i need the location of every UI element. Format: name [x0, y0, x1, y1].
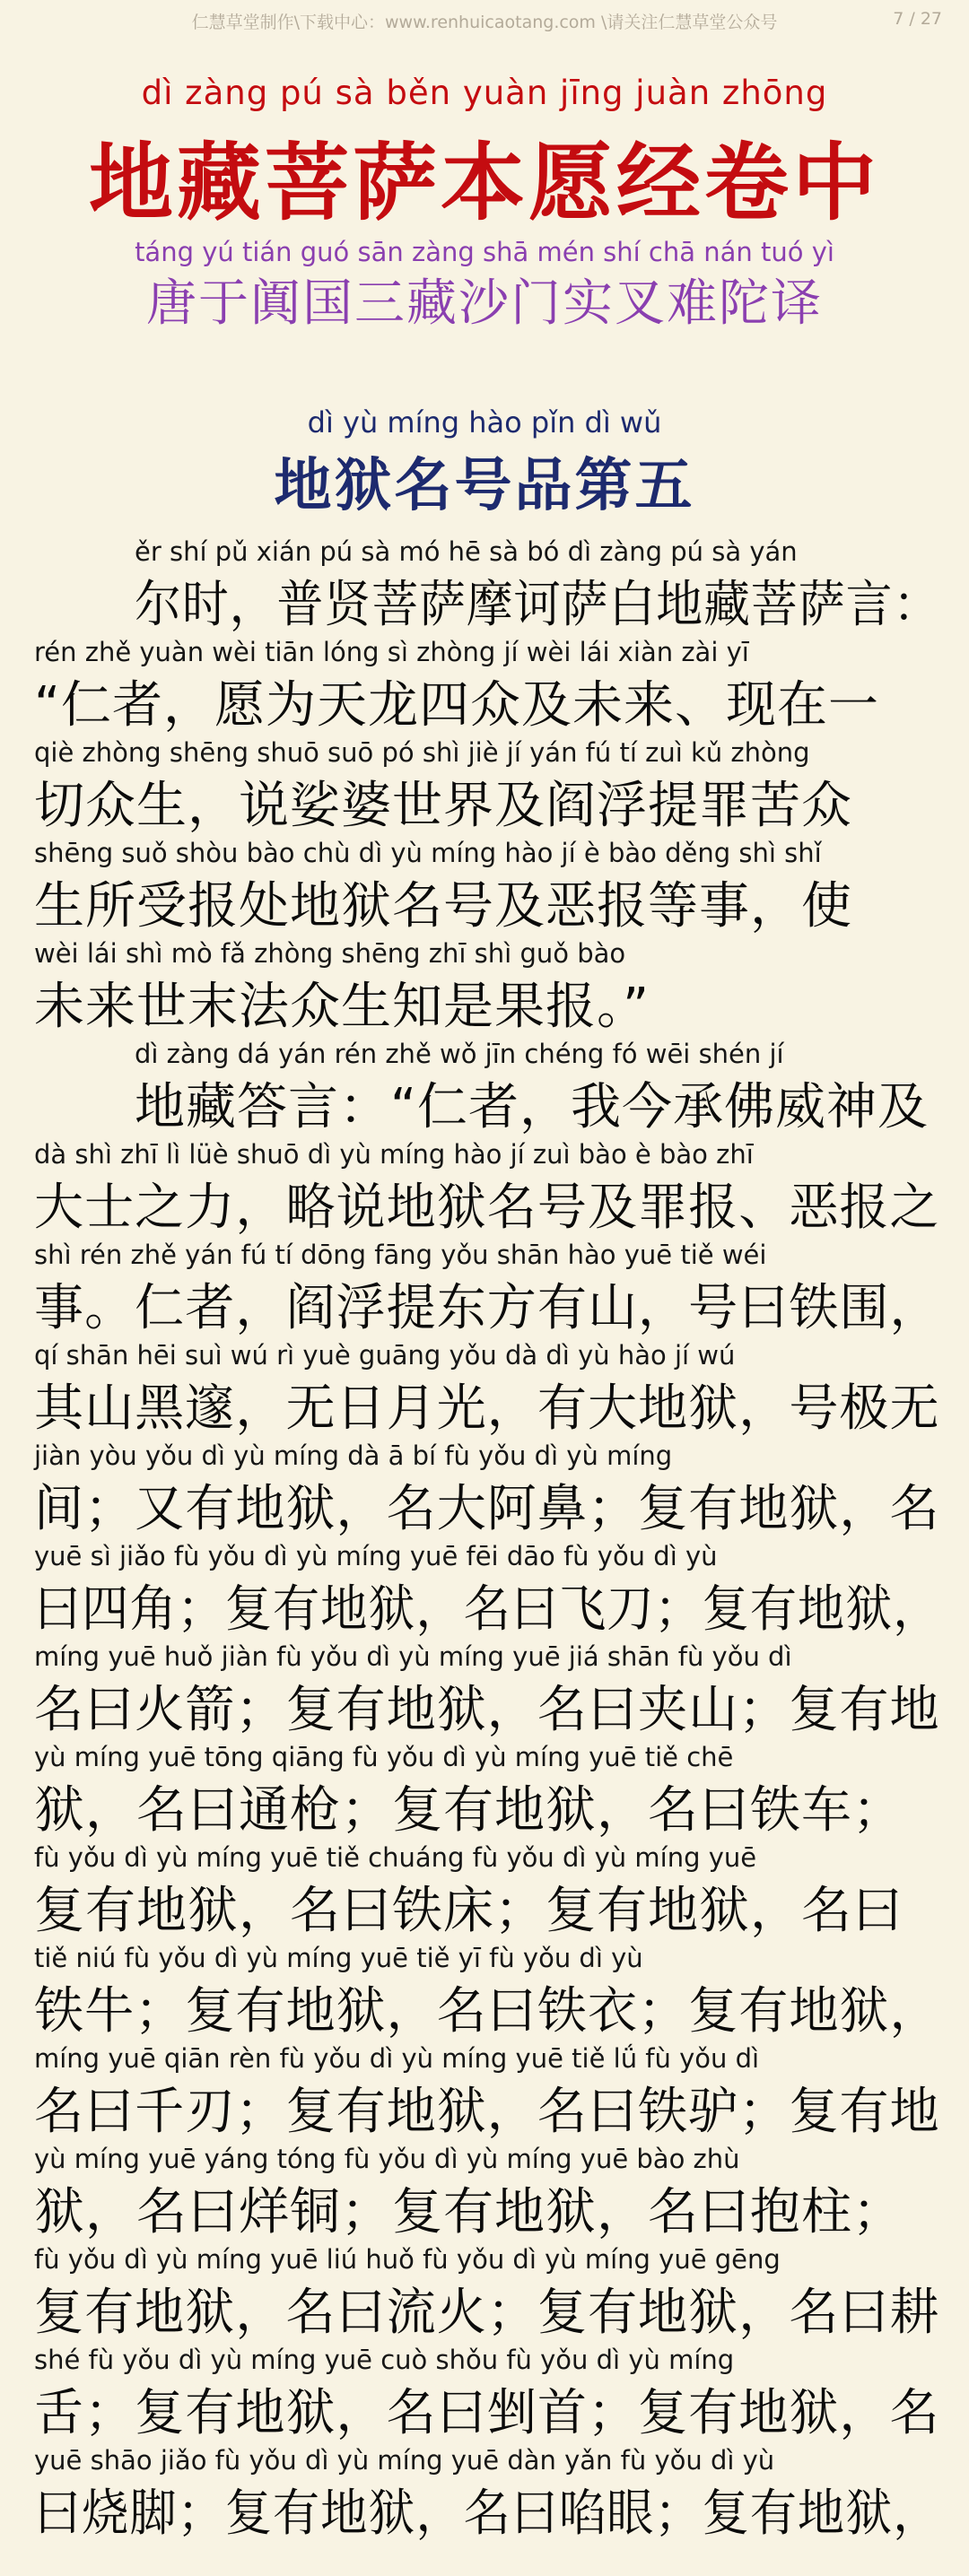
- text-line: [34, 635, 940, 735]
- page-number: 7 / 27: [893, 9, 942, 29]
- text-line: [34, 1037, 940, 1137]
- text-line: [34, 1238, 940, 1338]
- line-pinyin: ěr shí pǔ xián pú sà mó hē sà bó dì zàng pú sà yán: [135, 536, 798, 567]
- line-pinyin: qí shān hēi suì wú rì yuè guāng yǒu dà dì yù hào jí wú: [34, 1340, 736, 1371]
- line-pinyin: fù yǒu dì yù míng yuē tiě chuáng fù yǒu dì yù míng yuē: [34, 1842, 757, 1873]
- text-line: [34, 1338, 940, 1439]
- text-line: [34, 1539, 940, 1640]
- line-hanzi: 曰烧脚；复有地狱，名曰啗眼；复有地狱，: [34, 2485, 941, 2543]
- line-pinyin: shé fù yǒu dì yù míng yuē cuò shǒu fù yǒu dì yù míng: [34, 2345, 735, 2375]
- line-hanzi: 生所受报处地狱名号及恶报等事，使: [34, 877, 852, 936]
- line-pinyin: míng yuē huǒ jiàn fù yǒu dì yù míng yuē jiá shān fù yǒu dì: [34, 1641, 792, 1672]
- text-line: [34, 1439, 940, 1539]
- chapter-wrap: [0, 439, 969, 522]
- text-line: [34, 1137, 940, 1238]
- line-pinyin: yù míng yuē yáng tóng fù yǒu dì yù míng yuē bào zhù: [34, 2144, 740, 2174]
- line-hanzi: 尔时，普贤菩萨摩诃萨白地藏菩萨言：: [135, 576, 941, 634]
- line-pinyin: shēng suǒ shòu bào chù dì yù míng hào jí è bào děng shì shǐ: [34, 838, 822, 868]
- text-line: [34, 535, 940, 635]
- line-pinyin: wèi lái shì mò fǎ zhòng shēng zhī shì guǒ bào: [34, 938, 626, 969]
- text-line: [34, 2242, 940, 2343]
- line-hanzi: 切众生，说娑婆世界及阎浮提罪苦众: [34, 777, 852, 835]
- chapter-title: 地狱名号品第五: [274, 452, 695, 519]
- text-line: [34, 2343, 940, 2443]
- line-pinyin: shì rén zhě yán fú tí dōng fāng yǒu shān hào yuē tiě wéi: [34, 1240, 767, 1270]
- line-pinyin: fù yǒu dì yù míng yuē liú huǒ fù yǒu dì yù míng yuē gēng: [34, 2244, 781, 2275]
- scripture-title: 地藏菩萨本愿经卷中: [88, 134, 880, 232]
- text-line: [34, 735, 940, 836]
- line-pinyin: yuē shāo jiǎo fù yǒu dì yù míng yuē dàn yǎn fù yǒu dì yù: [34, 2445, 775, 2476]
- line-hanzi: 未来世末法众生知是果报。”: [34, 978, 650, 1036]
- translator-block: [0, 237, 969, 267]
- chapter-block: [0, 405, 969, 439]
- line-pinyin: dà shì zhī lì lüè shuō dì yù míng hào jí zuì bào è bào zhī: [34, 1139, 754, 1170]
- text-line: [34, 1640, 940, 1740]
- translator-pinyin: táng yú tián guó sān zàng shā mén shí chā nán tuó yì: [135, 237, 834, 267]
- line-pinyin: míng yuē qiān rèn fù yǒu dì yù míng yuē tiě lǘ fù yǒu dì: [34, 2043, 760, 2074]
- line-hanzi: 复有地狱，名曰铁床；复有地狱，名曰: [34, 1882, 904, 1940]
- translator-wrap: [0, 264, 969, 335]
- line-hanzi: 事。仁者，阎浮提东方有山，号曰铁围，: [34, 1279, 940, 1337]
- text-line: [34, 2443, 940, 2544]
- line-hanzi: 狱，名曰通枪；复有地狱，名曰铁车；: [34, 1781, 904, 1840]
- text-line: [34, 1841, 940, 1941]
- title-pinyin: dì zàng pú sà běn yuàn jīng juàn zhōng: [141, 74, 828, 112]
- scripture-title-block: [0, 74, 969, 112]
- text-line: [34, 936, 940, 1037]
- line-hanzi: 狱，名曰烊铜；复有地狱，名曰抱柱；: [34, 2183, 904, 2241]
- line-hanzi: 地藏答言：“仁者，我今承佛威神及: [135, 1078, 930, 1136]
- line-pinyin: tiě niú fù yǒu dì yù míng yuē tiě yī fù yǒu dì yù: [34, 1943, 643, 1973]
- text-line: [34, 1740, 940, 1841]
- line-hanzi: 复有地狱，名曰流火；复有地狱，名曰耕: [34, 2284, 940, 2342]
- text-line: [34, 1941, 940, 2041]
- line-hanzi: 名曰千刃；复有地狱，名曰铁驴；复有地: [34, 2083, 940, 2141]
- line-pinyin: yuē sì jiǎo fù yǒu dì yù míng yuē fēi dāo fù yǒu dì yù: [34, 1541, 718, 1571]
- line-hanzi: 间；又有地狱，名大阿鼻；复有地狱，名: [34, 1480, 940, 1538]
- line-pinyin: rén zhě yuàn wèi tiān lóng sì zhòng jí wèi lái xiàn zài yī: [34, 637, 749, 667]
- text-line: [34, 836, 940, 936]
- line-pinyin: qiè zhòng shēng shuō suō pó shì jiè jí yán fú tí zuì kǔ zhòng: [34, 737, 810, 768]
- line-hanzi: “仁者，愿为天龙四众及未来、现在一: [34, 676, 880, 735]
- line-hanzi: 名曰火箭；复有地狱，名曰夹山；复有地: [34, 1681, 940, 1739]
- scripture-title-wrap: [0, 115, 969, 236]
- line-pinyin: yù míng yuē tōng qiāng fù yǒu dì yù míng yuē tiě chē: [34, 1742, 734, 1772]
- line-pinyin: jiàn yòu yǒu dì yù míng dà ā bí fù yǒu dì yù míng: [34, 1440, 673, 1471]
- chapter-pinyin: dì yù míng hào pǐn dì wǔ: [307, 405, 662, 439]
- scripture-body: [34, 535, 940, 2544]
- text-line: [34, 2142, 940, 2242]
- line-hanzi: 其山黑邃，无日月光，有大地狱，号极无: [34, 1379, 940, 1438]
- line-hanzi: 大士之力，略说地狱名号及罪报、恶报之: [34, 1179, 940, 1237]
- translator-line: 唐于阗国三藏沙门实叉难陀译: [146, 274, 823, 333]
- header-watermark-text: 仁慧草堂制作\下载中心：www.renhuicaotang.com \请关注仁慧草堂公众号: [191, 13, 778, 32]
- line-hanzi: 曰四角；复有地狱，名曰飞刀；复有地狱，: [34, 1580, 941, 1639]
- line-hanzi: 铁牛；复有地狱，名曰铁衣；复有地狱，: [34, 1982, 940, 2041]
- text-line: [34, 2041, 940, 2142]
- line-pinyin: dì zàng dá yán rén zhě wǒ jīn chéng fó wēi shén jí: [135, 1039, 784, 1069]
- line-hanzi: 舌；复有地狱，名曰剉首；复有地狱，名: [34, 2384, 940, 2442]
- top-bar: [0, 0, 969, 39]
